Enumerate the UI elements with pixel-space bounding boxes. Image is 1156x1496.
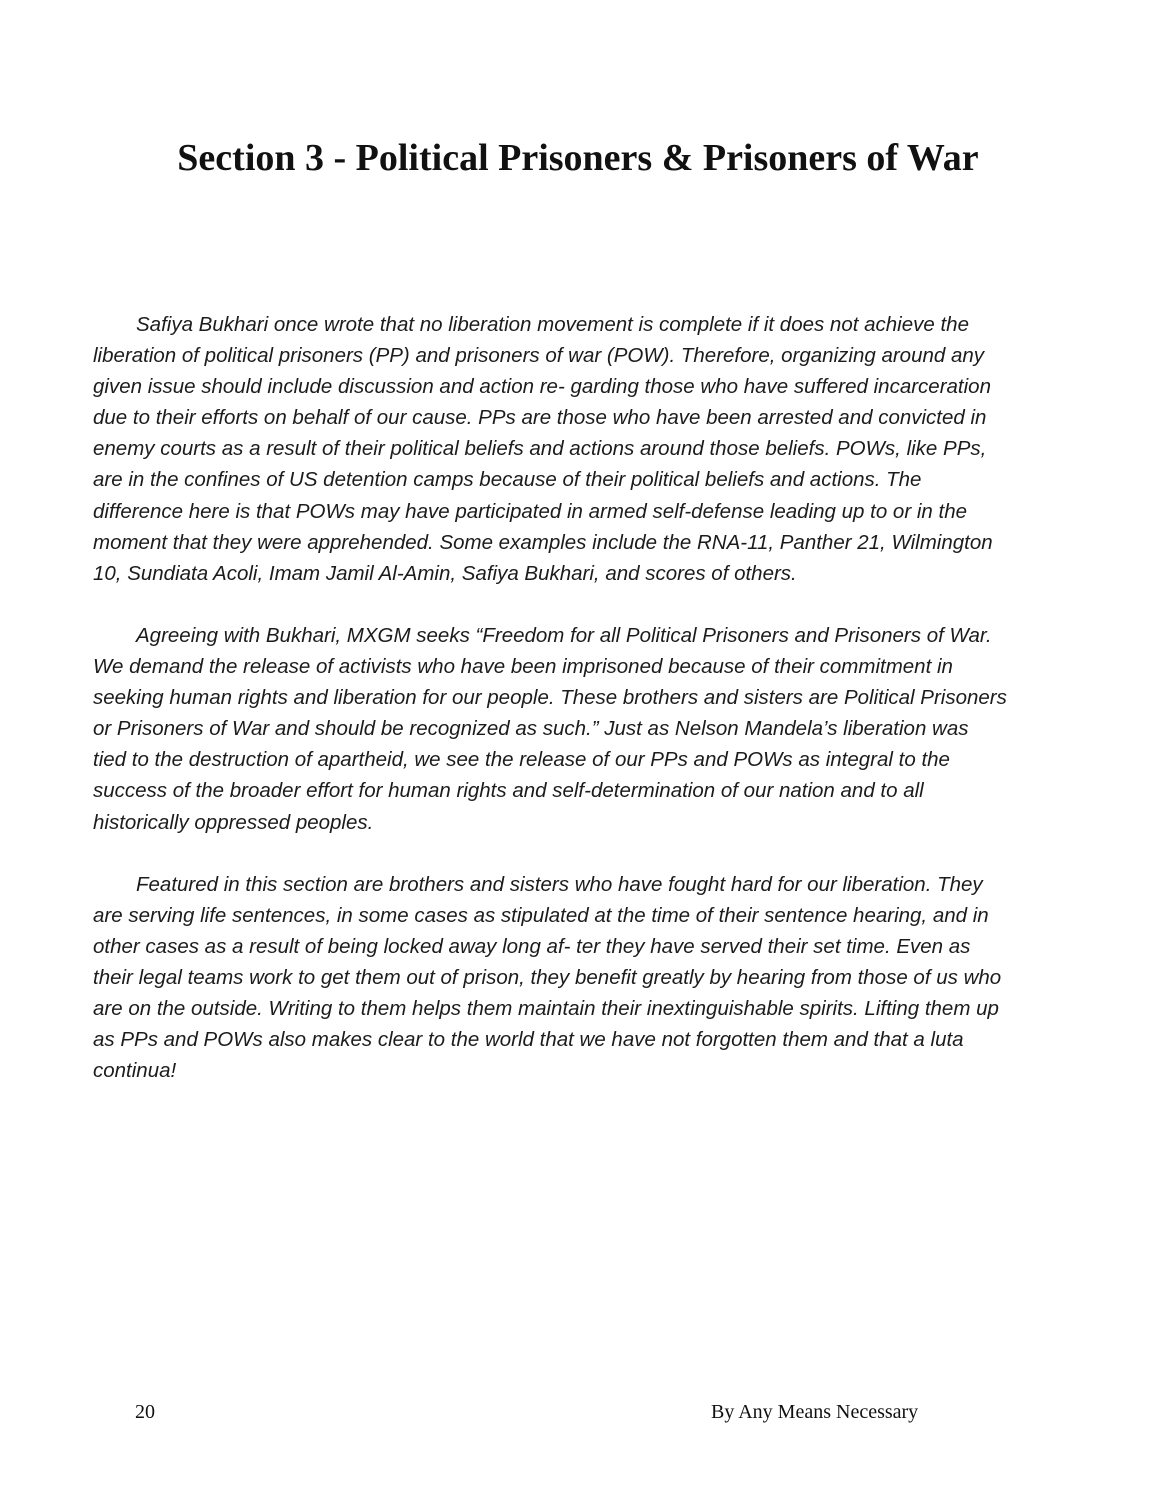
page-number: 20 — [135, 1401, 155, 1423]
text-line: Safiya Bukhari once wrote that no liberation movement is complete if it does not achieve the — [136, 313, 969, 336]
section-title: Section 3 - Political Prisoners & Prisoners of War — [177, 137, 979, 179]
text-line: due to their efforts on behalf of our cause. PPs are those who have been arrested and convicted in — [93, 406, 987, 430]
text-line: other cases as a result of being locked away long af- ter they have served their set time. Even as — [93, 934, 971, 958]
text-line: seeking human rights and liberation for our people. These brothers and sisters are Political Prisoners — [93, 686, 1007, 710]
paragraph-1 — [93, 309, 1123, 589]
text-line: given issue should include discussion and action re- garding those who have suffered incarceration — [93, 375, 991, 399]
text-line: or Prisoners of War and should be recognized as such.” Just as Nelson Mandela’s liberation was — [93, 717, 969, 741]
paragraph-2 — [93, 620, 1123, 838]
text-line: are in the confines of US detention camps because of their political beliefs and actions. The — [93, 468, 922, 492]
text-line: historically oppressed peoples. — [93, 810, 374, 834]
text-line: are serving life sentences, in some cases as stipulated at the time of their sentence hearing, and in — [93, 903, 989, 927]
text-line: We demand the release of activists who have been imprisoned because of their commitment in — [93, 655, 953, 679]
text-line: success of the broader effort for human rights and self-determination of our nation and to all — [93, 779, 924, 803]
text-line: as PPs and POWs also makes clear to the world that we have not forgotten them and that a luta — [93, 1028, 964, 1052]
text-line: 10, Sundiata Acoli, Imam Jamil Al-Amin, Safiya Bukhari, and scores of others. — [93, 561, 797, 585]
text-line: enemy courts as a result of their political beliefs and actions around those beliefs. POWs, like PPs, — [93, 437, 987, 461]
body-text — [93, 309, 1123, 1117]
text-line: Agreeing with Bukhari, MXGM seeks “Freedom for all Political Prisoners and Prisoners of War. — [136, 623, 992, 647]
paragraph-3 — [93, 869, 1123, 1087]
text-line: liberation of political prisoners (PP) and prisoners of war (POW). Therefore, organizing around any — [93, 344, 985, 368]
publication-title: By Any Means Necessary — [711, 1401, 919, 1423]
text-line: moment that they were apprehended. Some examples include the RNA-11, Panther 21, Wilmington — [93, 530, 993, 554]
text-line: are on the outside. Writing to them helps them maintain their inextinguishable spirits. Lifting them up — [93, 997, 999, 1021]
text-line: their legal teams work to get them out of prison, they benefit greatly by hearing from those of us who — [93, 965, 1002, 989]
text-line: continua! — [93, 1059, 177, 1083]
text-line: tied to the destruction of apartheid, we see the release of our PPs and POWs as integral to the — [93, 748, 950, 772]
text-line: Featured in this section are brothers and sisters who have fought hard for our liberation. They — [136, 872, 983, 896]
text-line: difference here is that POWs may have participated in armed self-defense leading up to or in the — [93, 499, 968, 523]
